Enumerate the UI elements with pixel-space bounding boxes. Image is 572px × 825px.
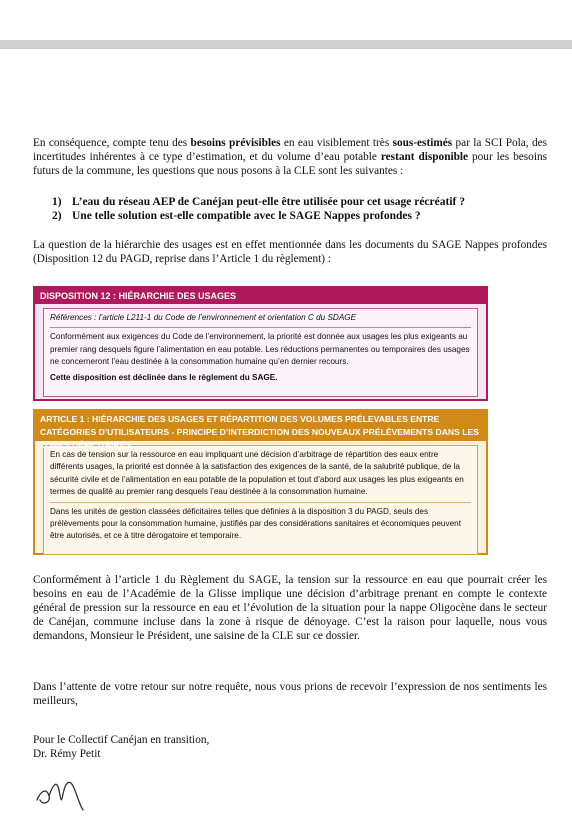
disposition-header: DISPOSITION 12 : HIÉRARCHIE DES USAGES <box>35 288 486 304</box>
disposition-content <box>43 308 478 397</box>
disposition-reference: Références : l’article L211-1 du Code de l’environnement et orientation C du SDAGE <box>50 313 357 322</box>
signoff-collective: Pour le Collectif Canéjan en transition, <box>33 734 210 746</box>
question-number: 2) <box>52 210 62 222</box>
paragraph-closing: Dans l’attente de votre retour sur notre requête, nous vous prions de recevoir l’expression de nos sentiments les meilleurs, <box>33 681 547 707</box>
text-segment: par la SCI Pola, des incertitudes inhérentes à ce type d’estimation, et du volume d’eau potable <box>33 137 548 163</box>
bold-segment: sous-estimés <box>392 137 453 149</box>
paragraph-hierarchy: La question de la hiérarchie des usages est en effet mentionnée dans les documents du SAGE Nappes profondes (Disposition 12 du PAGD, reprise dans l’Article 1 du règlement) : <box>33 239 547 265</box>
signoff-name: Dr. Rémy Petit <box>33 748 101 760</box>
question-text: Une telle solution est-elle compatible avec le SAGE Nappes profondes ? <box>72 210 421 222</box>
top-separator-bar <box>0 40 572 49</box>
handwritten-signature <box>33 770 93 815</box>
divider <box>50 327 471 328</box>
article-header: ARTICLE 1 : HIÉRARCHIE DES USAGES ET RÉPARTITION DES VOLUMES PRÉLEVABLES ENTRE CATÉGORIES D’UTILISATEURS - PRINCIPE D’INTERDICTION DES NOUVEAUX PRÉLÈVEMENTS DANS LES ZONES DÉFICITAIRES <box>35 411 486 441</box>
question-list <box>52 195 552 223</box>
text-segment: en eau visiblement très <box>280 137 393 149</box>
article-body-1: En cas de tension sur la ressource en eau impliquant une décision d’arbitrage de répartition des eaux entre différents usages, la priorité est donnée à la satisfaction des exigences de la santé, de la salubrité publique, de la sécurité civile et de l’alimentation en eau potable de la population et tout d’abord aux usages les plus exigeants en termes de qualité au premier rang desquels l’eau destinée à la consommation humaine. <box>50 450 464 497</box>
article-1-box <box>33 409 488 555</box>
text-segment: pour les besoins futurs de la commune, les questions que nous posons à la CLE sont les suivantes : <box>33 151 548 177</box>
disposition-body: Conformément aux exigences du Code de l’environnement, la priorité est donnée aux usages les plus exigeants au premier rang desquels figure l’alimentation en eau potable. Les réductions permanentes ou temporaires des usages ne concerneront l’eau destinée à la consommation humaine qu’en dernier recours. <box>50 332 470 367</box>
question-item <box>52 209 552 223</box>
divider <box>50 502 471 503</box>
article-content <box>43 445 478 555</box>
question-text: L’eau du réseau AEP de Canéjan peut-elle être utilisée pour cet usage récréatif ? <box>72 196 465 208</box>
disposition-note: Cette disposition est déclinée dans le règlement du SAGE. <box>50 372 278 382</box>
bold-segment: restant disponible <box>380 151 469 163</box>
paragraph-conformement: Conformément à l’article 1 du Règlement du SAGE, la tension sur la ressource en eau que pourrait créer les besoins en eau de l’Académie de la Glisse implique une décision d’arbitrage prenant en compte le contexte général de pression sur la ressource en eau et l’évolution de la situation pour la nappe Oligocène dans le secteur de Canéjan, commune incluse dans la zone à risque de dénoyage. C’est la raison pour laquelle, nous vous demandons, Monsieur le Président, une saisine de la CLE sur ce dossier. <box>33 574 547 642</box>
disposition-12-box <box>33 286 488 401</box>
article-body-2: Dans les unités de gestion classées déficitaires telles que définies à la disposition 3 du PAGD, seuls des prélèvements pour la consommation humaine, justifiés par des considérations sanitaires et économiques peuvent être autorisés, et ce à titre dérogatoire et temporaire. <box>50 506 461 541</box>
paragraph-consequence <box>33 136 547 178</box>
question-item <box>52 195 552 209</box>
text-segment: En conséquence, compte tenu des <box>33 137 191 149</box>
question-number: 1) <box>52 196 62 208</box>
bold-segment: besoins prévisibles <box>190 137 281 149</box>
signoff-block <box>33 733 209 761</box>
